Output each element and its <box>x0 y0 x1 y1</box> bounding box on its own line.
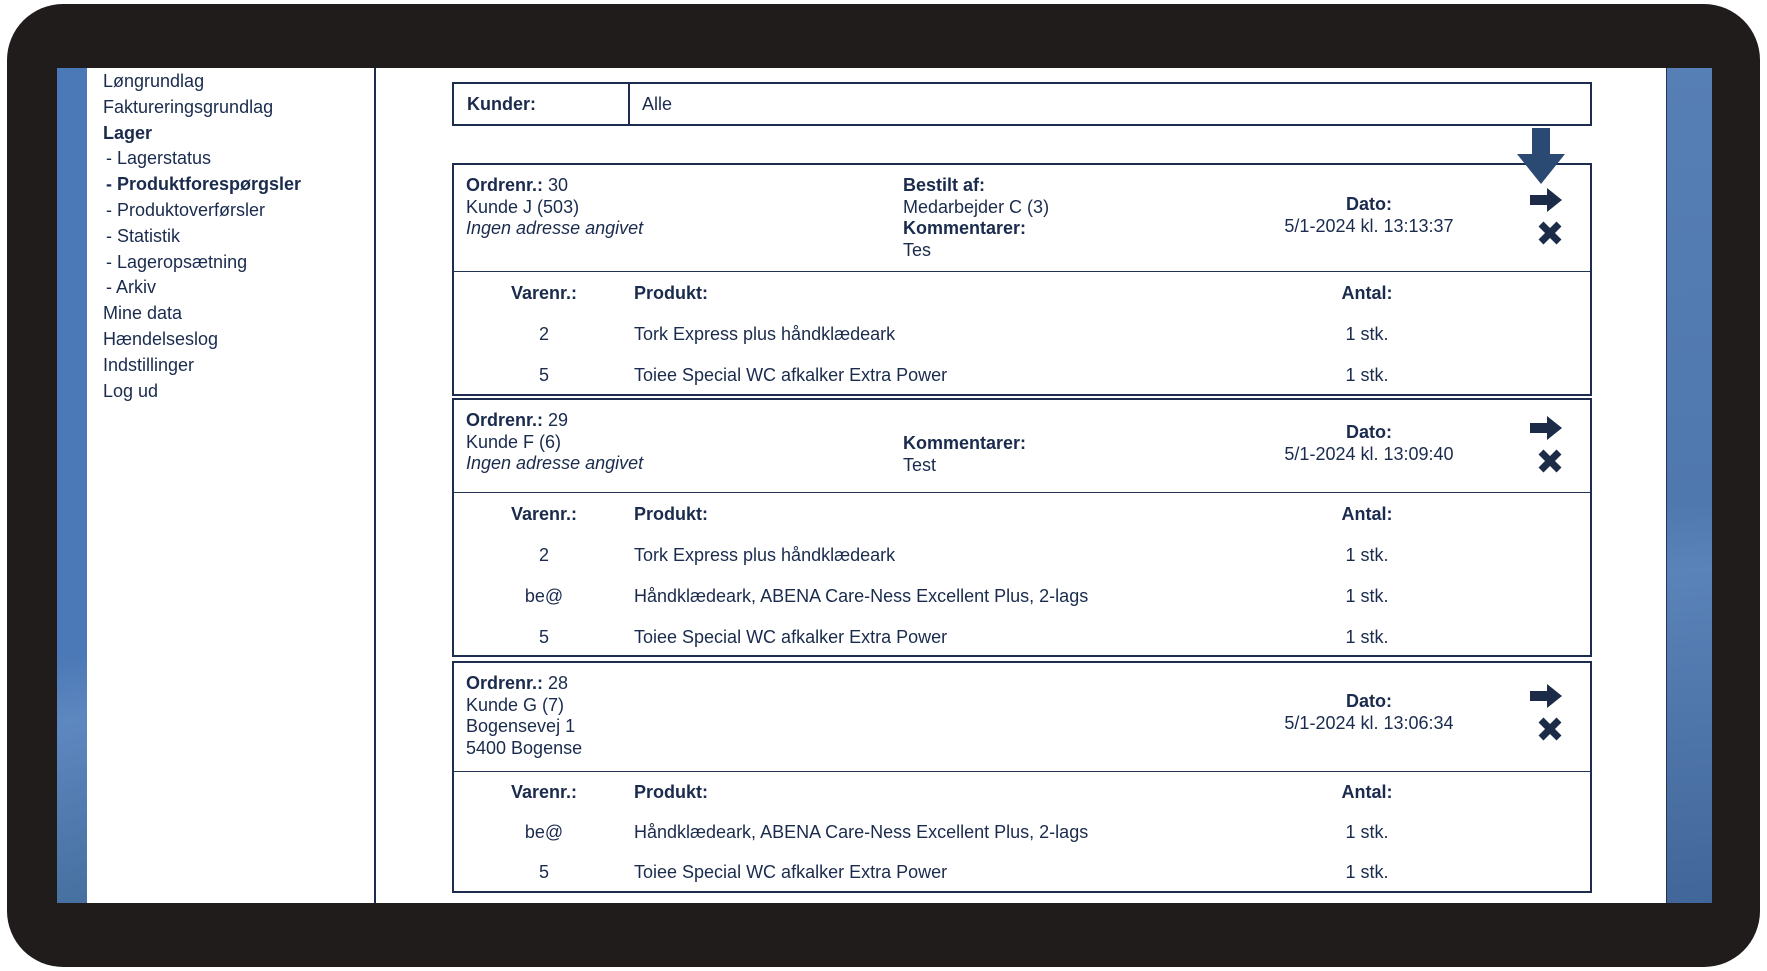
sidebar-item-mine-data[interactable]: Mine data <box>103 303 183 324</box>
product-row <box>454 617 1590 657</box>
main-content <box>375 68 1666 903</box>
sidebar-item-lagerstatus[interactable]: - Lagerstatus <box>106 148 212 169</box>
sidebar-item-produktforesporgsler[interactable]: - Produktforespørgsler <box>106 174 302 195</box>
varenr-header: Varenr.: <box>510 781 578 802</box>
antal-value: 1 stk. <box>1345 586 1389 606</box>
delete-order-icon[interactable] <box>1538 221 1562 245</box>
date-label: Dato: <box>1346 691 1392 711</box>
varenr-value: 2 <box>538 545 549 565</box>
order-info <box>466 175 643 240</box>
antal-value: 1 stk. <box>1345 627 1389 647</box>
varenr-value: be@ <box>524 586 564 606</box>
delete-order-icon[interactable] <box>1538 449 1562 473</box>
sidebar-item-lageropsaetning[interactable]: - Lageropsætning <box>106 251 248 272</box>
scroll-down-icon[interactable] <box>1516 128 1566 185</box>
order-number <box>466 410 643 432</box>
product-row <box>454 314 1590 355</box>
varenr-header: Varenr.: <box>510 503 578 524</box>
customer-address: Ingen adresse angivet <box>466 218 644 238</box>
date-value: 5/1-2024 kl. 13:06:34 <box>1284 712 1454 733</box>
customer-address: 5400 Bogense <box>466 737 583 758</box>
sidebar <box>87 68 373 903</box>
product-row <box>454 576 1590 617</box>
order-number-value: 28 <box>548 673 569 693</box>
order-card-header <box>454 663 1590 772</box>
order-card-header <box>454 165 1590 272</box>
sidebar-item-arkiv[interactable]: - Arkiv <box>106 277 157 298</box>
product-table-header <box>454 493 1590 535</box>
date-value: 5/1-2024 kl. 13:09:40 <box>1284 443 1454 464</box>
order-card-header <box>454 400 1590 493</box>
product-row <box>454 535 1590 576</box>
date-label: Dato: <box>1346 422 1392 442</box>
product-table-header <box>454 272 1590 314</box>
order-number <box>466 175 643 197</box>
order-date <box>1244 194 1494 237</box>
antal-header: Antal: <box>1341 503 1393 524</box>
date-label: Dato: <box>1346 194 1392 214</box>
sidebar-item-indstillinger[interactable]: Indstillinger <box>103 354 195 375</box>
sidebar-item-produktoverforsler[interactable]: - Produktoverførsler <box>106 199 266 220</box>
varenr-value: 5 <box>538 627 549 647</box>
produkt-value: Toiee Special WC afkalker Extra Power <box>634 861 948 882</box>
customer-filter-label: Kunder: <box>454 84 630 124</box>
product-row <box>454 812 1590 852</box>
ordered-by-value: Medarbejder C (3) <box>903 196 1050 217</box>
order-number-value: 29 <box>548 410 569 430</box>
customer-filter-value[interactable]: Alle <box>642 93 673 114</box>
varenr-value: be@ <box>524 821 564 842</box>
antal-value: 1 stk. <box>1345 861 1389 882</box>
order-info <box>466 410 643 475</box>
customer-name: Kunde F (6) <box>466 431 562 452</box>
forward-arrow-icon[interactable] <box>1530 684 1562 708</box>
order-date <box>1244 691 1494 734</box>
sidebar-item-log-ud[interactable]: Log ud <box>103 380 159 401</box>
antal-value: 1 stk. <box>1345 324 1389 344</box>
produkt-header: Produkt: <box>634 282 708 303</box>
right-accent-strip <box>1666 68 1712 903</box>
produkt-header: Produkt: <box>634 503 708 524</box>
sidebar-item-statistik[interactable]: - Statistik <box>106 225 181 246</box>
order-card <box>452 398 1592 657</box>
comments-label: Kommentarer: <box>903 433 1027 453</box>
produkt-value: Håndklædeark, ABENA Care-Ness Excellent Plus, 2-lags <box>634 821 1089 842</box>
antal-value: 1 stk. <box>1345 821 1389 842</box>
order-number-label: Ordrenr.: <box>466 673 544 693</box>
sidebar-item-faktureringsgrundlag[interactable]: Faktureringsgrundlag <box>103 96 274 117</box>
produkt-value: Tork Express plus håndklædeark <box>634 324 896 344</box>
produkt-value: Tork Express plus håndklædeark <box>634 545 896 565</box>
window-bezel <box>7 4 1760 967</box>
produkt-header: Produkt: <box>634 781 708 802</box>
varenr-value: 5 <box>538 861 549 882</box>
down-block-arrow-icon <box>1516 128 1566 185</box>
customer-filter <box>452 82 1592 126</box>
produkt-value: Toiee Special WC afkalker Extra Power <box>634 365 948 385</box>
order-card <box>452 163 1592 396</box>
order-number <box>466 673 582 695</box>
varenr-header: Varenr.: <box>510 282 578 303</box>
product-row <box>454 355 1590 396</box>
app-screen <box>57 68 1712 903</box>
varenr-value: 2 <box>538 324 549 344</box>
antal-value: 1 stk. <box>1345 365 1389 385</box>
comments-label: Kommentarer: <box>903 218 1027 238</box>
antal-header: Antal: <box>1341 282 1393 303</box>
antal-value: 1 stk. <box>1345 545 1389 565</box>
order-card <box>452 661 1592 893</box>
order-number-value: 30 <box>548 175 569 195</box>
order-date <box>1244 422 1494 465</box>
produkt-value: Håndklædeark, ABENA Care-Ness Excellent Plus, 2-lags <box>634 586 1089 606</box>
sidebar-item-lager[interactable]: Lager <box>103 122 153 143</box>
ordered-by-label: Bestilt af: <box>903 175 986 195</box>
varenr-value: 5 <box>538 365 549 385</box>
customer-address: Ingen adresse angivet <box>466 453 644 473</box>
sidebar-item-haendelseslog[interactable]: Hændelseslog <box>103 328 219 349</box>
customer-name: Kunde J (503) <box>466 196 580 217</box>
sidebar-nav <box>87 68 373 404</box>
order-meta <box>903 433 1026 476</box>
product-table-header <box>454 772 1590 812</box>
order-meta <box>903 175 1049 261</box>
forward-arrow-icon[interactable] <box>1530 188 1562 212</box>
antal-header: Antal: <box>1341 781 1393 802</box>
order-number-label: Ordrenr.: <box>466 175 544 195</box>
forward-arrow-icon[interactable] <box>1530 416 1562 440</box>
customer-address: Bogensevej 1 <box>466 716 576 736</box>
delete-order-icon[interactable] <box>1538 717 1562 741</box>
product-row <box>454 852 1590 892</box>
order-info <box>466 673 582 759</box>
order-number-label: Ordrenr.: <box>466 410 544 430</box>
comments-value: Tes <box>903 239 932 260</box>
customer-name: Kunde G (7) <box>466 694 565 715</box>
date-value: 5/1-2024 kl. 13:13:37 <box>1284 215 1454 236</box>
produkt-value: Toiee Special WC afkalker Extra Power <box>634 627 948 647</box>
left-accent-strip <box>57 68 87 903</box>
sidebar-item-longrundlag[interactable]: Løngrundlag <box>103 71 205 91</box>
comments-value: Test <box>903 454 937 475</box>
